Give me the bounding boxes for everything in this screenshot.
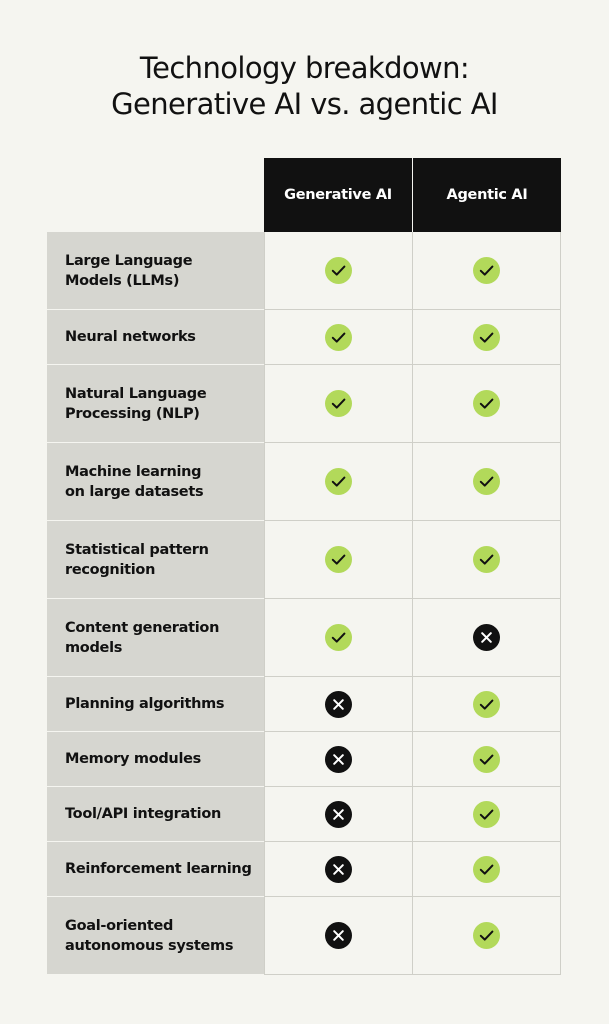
- feature-label: [47, 599, 264, 677]
- agentic-ai-cell: [413, 599, 561, 676]
- agentic-ai-cell: [413, 232, 561, 309]
- check-icon: [473, 257, 500, 284]
- feature-label: [47, 677, 264, 732]
- agentic-ai-cell: [413, 365, 561, 442]
- table-row: [47, 599, 561, 677]
- check-icon: [473, 691, 500, 718]
- feature-label-line: models: [65, 639, 123, 656]
- feature-label-line: Content generation: [65, 619, 220, 636]
- agentic-ai-cell: [413, 787, 561, 841]
- table-row: [47, 310, 561, 365]
- check-icon: [473, 922, 500, 949]
- table-row: [47, 365, 561, 443]
- feature-label-line: Reinforcement learning: [65, 861, 252, 877]
- cross-icon: [325, 801, 352, 828]
- feature-label-line: Memory modules: [65, 751, 201, 767]
- check-icon: [473, 390, 500, 417]
- page-title: [0, 50, 609, 122]
- feature-label: [47, 732, 264, 787]
- check-icon: [325, 390, 352, 417]
- generative-ai-cell: [264, 842, 413, 896]
- table-header: [264, 158, 561, 232]
- generative-ai-cell: [264, 365, 413, 442]
- feature-label-line: Models (LLMs): [65, 272, 180, 289]
- comparison-table: [47, 232, 561, 975]
- cross-icon: [325, 922, 352, 949]
- generative-ai-cell: [264, 732, 413, 786]
- agentic-ai-cell: [413, 677, 561, 731]
- feature-label: [47, 897, 264, 975]
- feature-label-line: recognition: [65, 561, 156, 578]
- column-header-agentic-ai: Agentic AI: [413, 158, 561, 232]
- table-row: [47, 677, 561, 732]
- agentic-ai-cell: [413, 842, 561, 896]
- check-icon: [473, 468, 500, 495]
- feature-label-line: Statistical pattern: [65, 541, 209, 558]
- feature-label: [47, 443, 264, 521]
- cross-icon: [473, 624, 500, 651]
- agentic-ai-cell: [413, 897, 561, 974]
- feature-label: [47, 521, 264, 599]
- generative-ai-cell: [264, 521, 413, 598]
- feature-label-line: autonomous systems: [65, 937, 234, 954]
- check-icon: [473, 801, 500, 828]
- check-icon: [325, 468, 352, 495]
- table-row: [47, 232, 561, 310]
- title-line-1: Technology breakdown:: [139, 51, 470, 85]
- feature-label: [47, 310, 264, 365]
- check-icon: [473, 856, 500, 883]
- cross-icon: [325, 746, 352, 773]
- table-row: [47, 732, 561, 787]
- title-line-2: Generative AI vs. agentic AI: [111, 87, 498, 121]
- feature-label-line: Natural Language: [65, 385, 207, 402]
- check-icon: [473, 324, 500, 351]
- generative-ai-cell: [264, 443, 413, 520]
- feature-label-line: Planning algorithms: [65, 696, 225, 712]
- table-row: [47, 842, 561, 897]
- check-icon: [325, 257, 352, 284]
- feature-label-line: Processing (NLP): [65, 405, 200, 422]
- column-header-generative-ai: Generative AI: [264, 158, 413, 232]
- generative-ai-cell: [264, 310, 413, 364]
- check-icon: [325, 546, 352, 573]
- generative-ai-cell: [264, 897, 413, 974]
- generative-ai-cell: [264, 787, 413, 841]
- table-row: [47, 521, 561, 599]
- cross-icon: [325, 856, 352, 883]
- feature-label-line: Neural networks: [65, 329, 196, 345]
- generative-ai-cell: [264, 599, 413, 676]
- feature-label: [47, 787, 264, 842]
- check-icon: [473, 546, 500, 573]
- generative-ai-cell: [264, 232, 413, 309]
- feature-label-line: on large datasets: [65, 483, 204, 500]
- feature-label: [47, 232, 264, 310]
- agentic-ai-cell: [413, 310, 561, 364]
- feature-label-line: Goal-oriented: [65, 917, 174, 934]
- feature-label-line: Tool/API integration: [65, 806, 222, 822]
- feature-label: [47, 842, 264, 897]
- agentic-ai-cell: [413, 521, 561, 598]
- check-icon: [325, 324, 352, 351]
- table-row: [47, 443, 561, 521]
- agentic-ai-cell: [413, 732, 561, 786]
- table-row: [47, 787, 561, 842]
- check-icon: [473, 746, 500, 773]
- feature-label-line: Machine learning: [65, 463, 202, 480]
- generative-ai-cell: [264, 677, 413, 731]
- agentic-ai-cell: [413, 443, 561, 520]
- feature-label-line: Large Language: [65, 252, 193, 269]
- cross-icon: [325, 691, 352, 718]
- feature-label: [47, 365, 264, 443]
- table-row: [47, 897, 561, 975]
- check-icon: [325, 624, 352, 651]
